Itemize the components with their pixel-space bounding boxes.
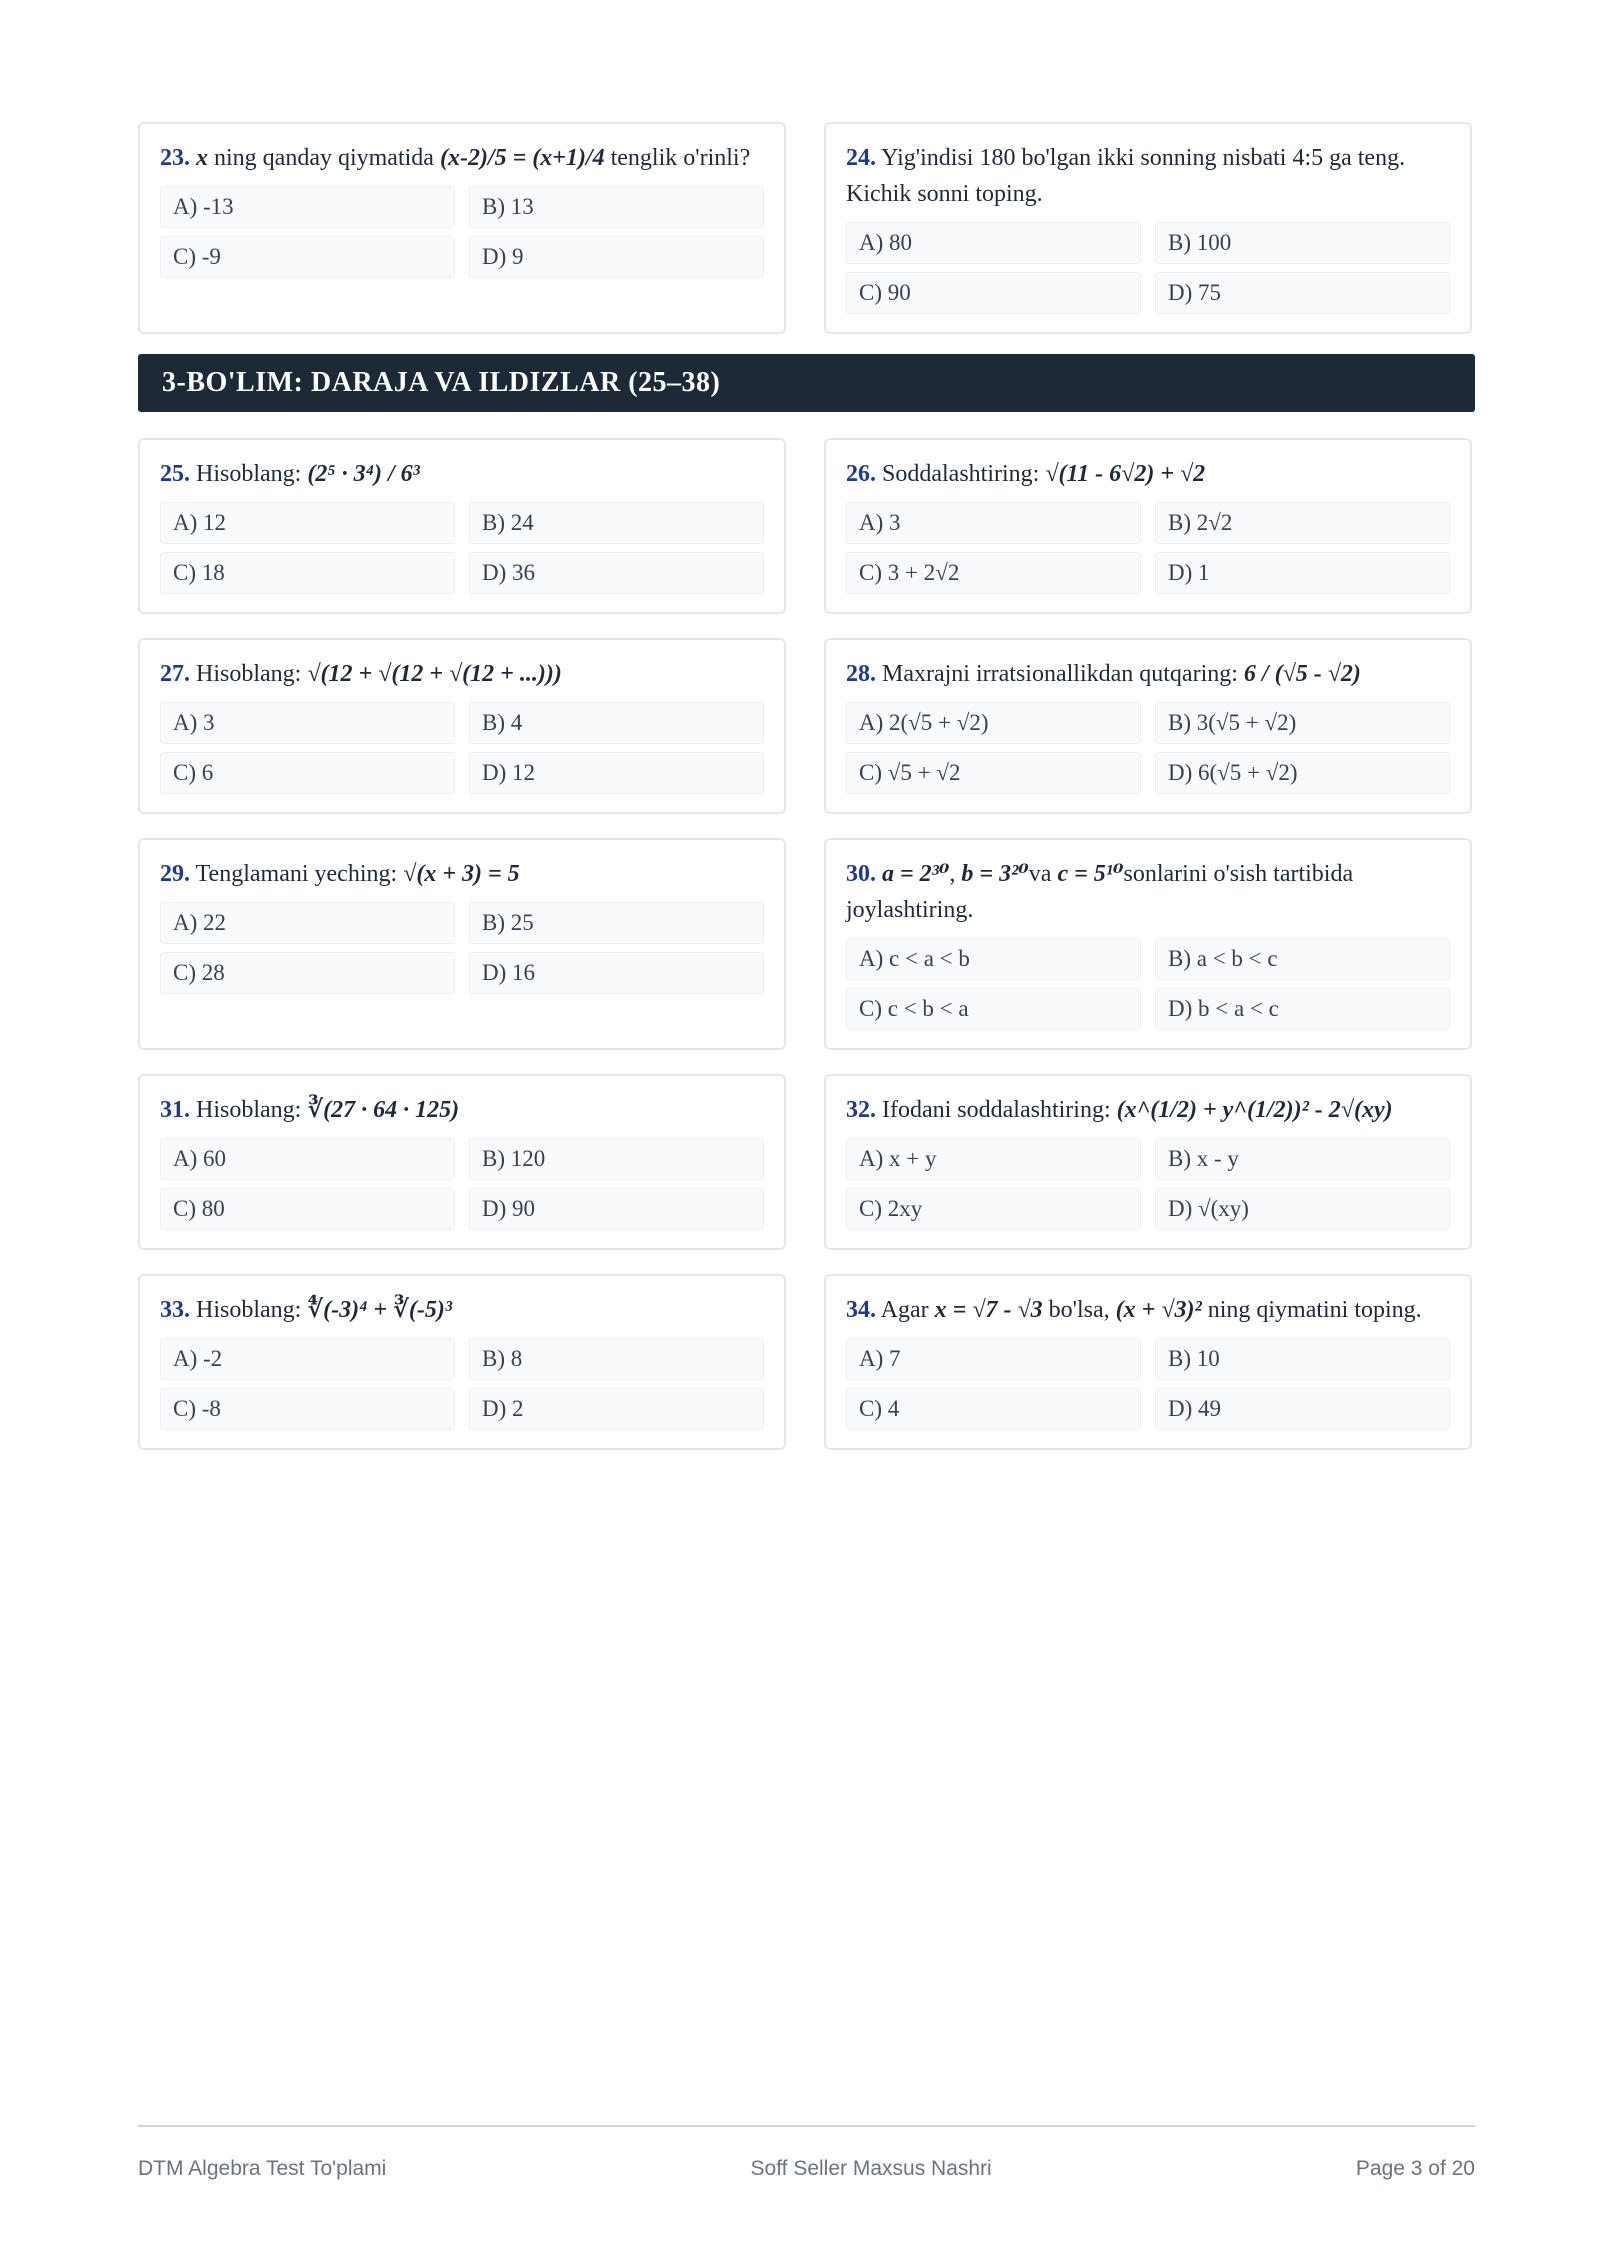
option-c[interactable]: C) -8 <box>160 1388 455 1430</box>
expr-a: a = 2³⁰ <box>882 861 950 887</box>
question-text <box>846 1092 1450 1128</box>
expr-formula: √(12 + √(12 + √(12 + ...))) <box>307 661 562 687</box>
question-number: 28. <box>846 661 876 687</box>
question-text-part: Maxrajni irratsionallikdan qutqaring: <box>876 661 1244 687</box>
option-a[interactable]: A) 22 <box>160 902 455 944</box>
option-d[interactable]: D) √(xy) <box>1155 1188 1450 1230</box>
expr-variable: x <box>196 145 208 171</box>
option-a[interactable]: A) 80 <box>846 222 1141 264</box>
option-c[interactable]: C) 2xy <box>846 1188 1141 1230</box>
question-text <box>846 456 1450 492</box>
option-b[interactable]: B) 120 <box>469 1138 764 1180</box>
expr-formula: (x + √3)² <box>1115 1297 1202 1323</box>
question-text-part: Ifodani soddalashtiring: <box>876 1097 1117 1123</box>
option-c[interactable]: C) c < b < a <box>846 988 1141 1030</box>
options <box>160 1138 764 1230</box>
question-text-part: bo'lsa, <box>1042 1297 1116 1323</box>
expr-formula: ∜(-3)⁴ + ∛(-5)³ <box>307 1297 453 1323</box>
option-b[interactable]: B) 2√2 <box>1155 502 1450 544</box>
question-text-part: tenglik o'rinli? <box>604 145 751 171</box>
options <box>846 1338 1450 1430</box>
option-a[interactable]: A) 12 <box>160 502 455 544</box>
question-text-part: Yig'indisi 180 bo'lgan ikki sonning nisbati 4:5 ga teng. Kichik sonni toping. <box>846 145 1406 207</box>
question-card-32 <box>824 1074 1472 1250</box>
option-c[interactable]: C) 28 <box>160 952 455 994</box>
options <box>160 186 764 278</box>
option-a[interactable]: A) 3 <box>846 502 1141 544</box>
option-d[interactable]: D) 49 <box>1155 1388 1450 1430</box>
question-card-31 <box>138 1074 786 1250</box>
options <box>160 1338 764 1430</box>
question-text-part: sonlarini o'sish tartibida joylashtiring. <box>846 861 1354 923</box>
question-number: 34. <box>846 1297 876 1323</box>
options <box>846 938 1450 1030</box>
option-d[interactable]: D) b < a < c <box>1155 988 1450 1030</box>
options <box>160 902 764 994</box>
option-d[interactable]: D) 12 <box>469 752 764 794</box>
expr-formula: (x^(1/2) + y^(1/2))² - 2√(xy) <box>1116 1097 1393 1123</box>
option-a[interactable]: A) 2(√5 + √2) <box>846 702 1141 744</box>
section-header: 3-BO'LIM: DARAJA VA ILDIZLAR (25–38) <box>138 354 1475 412</box>
question-card-23 <box>138 122 786 334</box>
option-c[interactable]: C) 3 + 2√2 <box>846 552 1141 594</box>
question-text-part: , <box>949 861 962 887</box>
question-number: 32. <box>846 1097 876 1123</box>
footer-publisher: Soff Seller Maxsus Nashri <box>750 2157 992 2180</box>
option-a[interactable]: A) c < a < b <box>846 938 1141 980</box>
question-text <box>846 1292 1450 1328</box>
question-text-part: Tenglamani yeching: <box>190 861 404 887</box>
question-text-part: Hisoblang: <box>190 661 308 687</box>
option-a[interactable]: A) x + y <box>846 1138 1141 1180</box>
option-d[interactable]: D) 1 <box>1155 552 1450 594</box>
question-text <box>160 1092 764 1128</box>
option-d[interactable]: D) 9 <box>469 236 764 278</box>
question-text-part: Hisoblang: <box>190 461 308 487</box>
expr-b: b = 3²⁰ <box>961 861 1029 887</box>
question-text <box>160 456 764 492</box>
question-text-part: Hisoblang: <box>190 1297 308 1323</box>
question-number: 27. <box>160 661 190 687</box>
option-d[interactable]: D) 36 <box>469 552 764 594</box>
page-content <box>138 122 1475 1474</box>
option-b[interactable]: B) 3(√5 + √2) <box>1155 702 1450 744</box>
expr-formula: √(x + 3) = 5 <box>403 861 520 887</box>
question-number: 33. <box>160 1297 190 1323</box>
question-text-part: Hisoblang: <box>190 1097 308 1123</box>
question-text <box>846 856 1450 928</box>
options <box>846 222 1450 314</box>
question-text-part: Soddalashtiring: <box>876 461 1046 487</box>
question-text <box>160 856 764 892</box>
question-card-33 <box>138 1274 786 1450</box>
expr-c: c = 5¹⁰ <box>1057 861 1124 887</box>
question-text <box>846 140 1450 212</box>
option-c[interactable]: C) 4 <box>846 1388 1141 1430</box>
option-b[interactable]: B) 25 <box>469 902 764 944</box>
question-text <box>160 656 764 692</box>
option-b[interactable]: B) 4 <box>469 702 764 744</box>
question-number: 26. <box>846 461 876 487</box>
options <box>846 1138 1450 1230</box>
question-number: 24. <box>846 145 876 171</box>
question-grid-top <box>138 122 1475 358</box>
expr-formula: √(11 - 6√2) + √2 <box>1045 461 1206 487</box>
page-footer <box>138 2125 1475 2181</box>
option-b[interactable]: B) 100 <box>1155 222 1450 264</box>
option-b[interactable]: B) a < b < c <box>1155 938 1450 980</box>
question-text <box>160 140 764 176</box>
expr-equation: (x-2)/5 = (x+1)/4 <box>439 145 605 171</box>
question-card-26 <box>824 438 1472 614</box>
question-card-30 <box>824 838 1472 1050</box>
option-d[interactable]: D) 6(√5 + √2) <box>1155 752 1450 794</box>
option-d[interactable]: D) 2 <box>469 1388 764 1430</box>
options <box>846 502 1450 594</box>
option-b[interactable]: B) 24 <box>469 502 764 544</box>
option-b[interactable]: B) x - y <box>1155 1138 1450 1180</box>
option-d[interactable]: D) 90 <box>469 1188 764 1230</box>
footer-book-title: DTM Algebra Test To'plami <box>138 2157 387 2180</box>
option-a[interactable]: A) 3 <box>160 702 455 744</box>
question-text <box>160 1292 764 1328</box>
option-c[interactable]: C) 90 <box>846 272 1141 314</box>
option-c[interactable]: C) √5 + √2 <box>846 752 1141 794</box>
question-card-25 <box>138 438 786 614</box>
option-c[interactable]: C) 80 <box>160 1188 455 1230</box>
option-d[interactable]: D) 16 <box>469 952 764 994</box>
question-text-part: ning qanday qiymatida <box>208 145 440 171</box>
question-card-28 <box>824 638 1472 814</box>
footer-page-number: Page 3 of 20 <box>1355 2157 1475 2180</box>
options <box>160 702 764 794</box>
question-text-part: ning qiymatini toping. <box>1201 1297 1422 1323</box>
expr-formula: ∛(27 · 64 · 125) <box>307 1097 460 1123</box>
question-number: 25. <box>160 461 190 487</box>
question-text <box>846 656 1450 692</box>
option-b[interactable]: B) 13 <box>469 186 764 228</box>
option-a[interactable]: A) 60 <box>160 1138 455 1180</box>
option-a[interactable]: A) 7 <box>846 1338 1141 1380</box>
option-a[interactable]: A) -13 <box>160 186 455 228</box>
expr-formula: 6 / (√5 - √2) <box>1243 661 1361 687</box>
question-number: 29. <box>160 861 190 887</box>
options <box>160 502 764 594</box>
question-grid <box>138 438 1475 1474</box>
question-number: 31. <box>160 1097 190 1123</box>
expr-formula: (2⁵ · 3⁴) / 6³ <box>307 461 420 487</box>
option-a[interactable]: A) -2 <box>160 1338 455 1380</box>
option-c[interactable]: C) -9 <box>160 236 455 278</box>
option-d[interactable]: D) 75 <box>1155 272 1450 314</box>
question-card-24 <box>824 122 1472 334</box>
option-b[interactable]: B) 8 <box>469 1338 764 1380</box>
question-card-29 <box>138 838 786 1050</box>
question-text-part: Agar <box>876 1297 935 1323</box>
option-c[interactable]: C) 18 <box>160 552 455 594</box>
option-b[interactable]: B) 10 <box>1155 1338 1450 1380</box>
expr-x: x = √7 - √3 <box>934 1297 1043 1323</box>
option-c[interactable]: C) 6 <box>160 752 455 794</box>
question-number: 30. <box>846 861 876 887</box>
question-number: 23. <box>160 145 190 171</box>
question-text-part: va <box>1028 861 1058 887</box>
question-card-27 <box>138 638 786 814</box>
question-card-34 <box>824 1274 1472 1450</box>
options <box>846 702 1450 794</box>
